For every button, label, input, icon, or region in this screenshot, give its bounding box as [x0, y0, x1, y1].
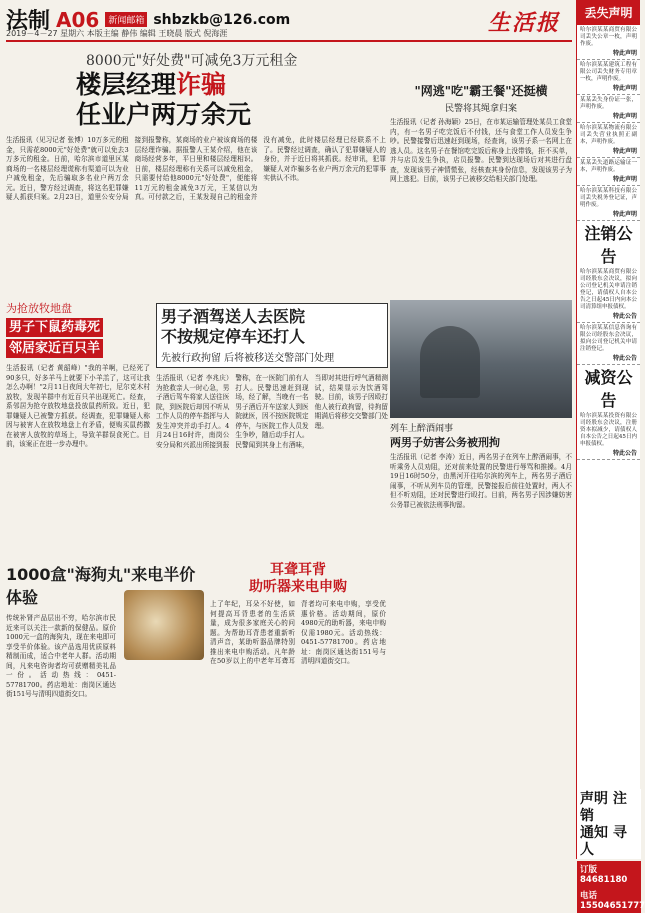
- story3-subtitle: 先被行政拘留 后将被移送交警部门处理: [161, 353, 335, 364]
- reduce-notice: [577, 411, 640, 460]
- lost-notice-label: 特此声明: [612, 148, 637, 155]
- cancel-notice-text: 哈尔滨某某信息咨询有限公司经股东会决议，拟向公司登记机关申请注销登记。: [580, 325, 637, 352]
- story4-subtitle: 民警将其绳拿归案: [444, 104, 517, 114]
- cancel-notice-text: 哈尔滨某某商贸有限公司经股东会决议，拟向公司登记机关申请注销登记，请债权人自本公告之日起45日内向本公司清算组申报债权。: [580, 269, 637, 310]
- ad2-headline-line1: 耳聋耳背: [270, 562, 326, 578]
- cancel-notice-item: [577, 323, 640, 365]
- story-fugitive-meal: [390, 82, 572, 653]
- lead-headline-line2: 任业户两万余元: [76, 100, 252, 129]
- lost-notice-header: 丢失声明: [577, 0, 640, 25]
- train-police-photo: [390, 300, 572, 418]
- ad-hearing-aid: [210, 562, 386, 860]
- lead-story: [6, 50, 386, 224]
- lost-notice-item: [577, 25, 640, 60]
- classifieds-sidebar: [576, 0, 645, 911]
- section-name: 法制: [6, 9, 51, 34]
- story2-headline-line1: 男子下鼠药毒死: [6, 318, 103, 337]
- lost-notice-label: 特此声明: [612, 85, 637, 92]
- lost-notice-item: [577, 95, 640, 123]
- lost-notice-list: [577, 25, 640, 221]
- lost-notice-item: [577, 123, 640, 158]
- ad1-body: 传统补肾产品层出不穷，哈尔滨市民近来可以关注一款新的保健品。原价1000元一盒的海狗丸，现在来电即可享受半价体验。该产品选用优质原料精制而成，适合中老年人群。活动期间，凡来电咨询者均可获赠精美礼品一份。活动热线：0451-57781700。药店地址：南岗区通达街151号与清明四道街交口。: [6, 614, 116, 698]
- story4b-headline-line2: 两男子妨害公务被刑拘: [390, 436, 500, 449]
- lead-kicker: 8000元"好处费"可减免3万元租金: [86, 53, 298, 69]
- cancel-notice-list: [577, 267, 640, 365]
- cancel-notice-label: 特此公告: [612, 355, 637, 362]
- story3-headline-line2: 不按规定停车还打人: [161, 327, 306, 346]
- newspaper-masthead: 生活报: [487, 10, 560, 36]
- ad1-headline: 1000盒"海狗丸"来电半价体验: [6, 565, 196, 607]
- story4b-body: 生活报讯（记者 李涛）近日，两名男子在列车上醉酒闹事，不听乘务人员劝阻，还对前来处置的民警进行辱骂和推搡。4月19日16时50分，由黑河开往哈尔滨的列车上，两名男子酒后闹事，不听从列车员的管理，民警接报后前往处置时，两人不但不听劝阻，还对民警进行殴打。目前，两名男子因涉嫌妨害公务罪已被依法刑事拘留。: [390, 453, 572, 509]
- ad-categories: 声明 注销 通知 寻人: [580, 791, 627, 858]
- story3-body: 生活报讯（记者 李兆庆）为抢救亲人一时心急，男子酒后驾车将家人送往医院，到医院后却因不听从工作人员的停车指挥与人发生冲突并动手打人。4月24日16时许，南岗公安分局和兴派出所接到报警称，在一医院门前有人打人。民警迅速赶到现场，经了解，当晚有一名男子酒后开车送家人到医院就医，因不按医院规定停车，与医院工作人员发生争吵，随后动手打人。民警闻到其身上有酒味，当即对其进行呼气酒精测试，结果显示为饮酒驾驶。目前，该男子因殴打他人被行政拘留，待拘留期满后将移交交警部门处理。: [156, 374, 388, 449]
- story2-headline-line2: 邻居家近百只羊: [6, 339, 103, 358]
- product-photo: [124, 590, 204, 660]
- order-phone-2: 电话 15504651777: [577, 887, 641, 913]
- story2-kicker: 为抢放牧地盘: [6, 302, 72, 315]
- lost-notice-text: 哈尔滨某某商贸有限公司丢失公章一枚，声明作废。: [580, 27, 637, 47]
- story-drunk-driving: [156, 303, 388, 599]
- page-code: A06: [56, 7, 100, 32]
- header-rule: [6, 40, 572, 42]
- ad2-headline-line2: 助听器来电申购: [249, 579, 347, 595]
- reduce-notice-title: 减资公告: [584, 368, 633, 410]
- lost-notice-item: [577, 158, 640, 186]
- lost-notice-label: 特此声明: [612, 211, 637, 218]
- lead-body: 生活报讯（见习记者 张博）10万多元的租金，只需花8000元"好处费"就可以免去3万多元的租金。日前，哈尔滨市道里区某商场的一名楼层经理谎称有渠道可以为业户减免租金，先后骗取多名业户两万余元。近日，警方经过调查，将这名犯罪嫌疑人抓获归案。2月23日，道里公安分局接到报警称，某商场的业户被该商场的楼层经理诈骗。据报警人王某介绍，他在该商场经营多年，平日里和楼层经理相识。日前，楼层经理称有关系可以减免租金，只需要付给他8000元"好处费"，便能将11万元的租金减免3万元，王某信以为真。可付款之后，王某发现自己的租金并没有减免，此时楼层经理已经联系不上了。民警经过调查，确认了犯罪嫌疑人的身份，并于近日将其抓获。经审讯，犯罪嫌疑人对诈骗多名业户两万余元的犯罪事实供认不讳。: [6, 136, 386, 201]
- order-box: [577, 789, 645, 911]
- reduce-notice-label: 特此公告: [612, 450, 637, 457]
- lead-headline-part: 楼层经理: [76, 70, 177, 99]
- lost-notice-text: 某某丢失身份证一张，声明作废。: [580, 97, 637, 110]
- lost-notice-label: 特此声明: [612, 113, 637, 120]
- cancel-notice-item: [577, 267, 640, 323]
- lost-notice-text: 哈尔滨某某建筑工程有限公司丢失财务专用章一枚，声明作废。: [580, 62, 637, 82]
- order-phone-1: 订版 84681180: [577, 861, 641, 887]
- ad2-body: 上了年纪，耳朵不好使，如何提高耳背患者的生活质量，成为很多家庭关心的问题。为帮助耳背患者重新听清声音，某助听器品牌特别推出来电申购活动。凡年龄在50岁以上的中老年耳聋耳背者均可来电申购，享受优惠价格。活动期间，原价4980元的助听器，来电申购仅需1980元。活动热线：0451-57781700。药店地址：南岗区通达街151号与清明四道街交口。: [210, 600, 386, 665]
- lost-notice-item: [577, 186, 640, 221]
- news-email-tag: 新闻邮箱: [105, 12, 147, 27]
- lead-headline-highlight: 诈骗: [176, 70, 227, 99]
- story4-headline: "网逃"吃"霸王餐"还挺横: [414, 84, 548, 98]
- issue-line: 2019－4－27 星期六 本版主编 静伟 编辑 王晓晨 版式 倪海涯: [6, 29, 228, 38]
- story3-headline-box: [156, 303, 388, 368]
- story2-body: 生活报讯（记者 黄韶峰）"我的羊啊，已经死了90多只，好多羊马上就要下小羊羔了，这可让我怎么办啊！"2月11日夜间大年初七，尼尔克木村放牧，发现羊群中有近百只羊出现死亡。经查，系邻居为抢夺放牧地盘投放鼠药所致。近日，犯罪嫌疑人已被警方抓获。经调查，犯罪嫌疑人称因与被害人在放牧地盘上有矛盾，便购买鼠药撒在被害人放牧的草场上，导致羊群误食死亡。目前，该案正在进一步办理中。: [6, 364, 150, 448]
- ad-seal-pill: [6, 562, 206, 824]
- lost-notice-text: 某某丢失道路运输证一本，声明作废。: [580, 160, 637, 173]
- story4-body: 生活报讯（记者 孙海颖）25日，在市某运输管理处某员工食堂内，有一名男子吃完饭后不付钱，还与食堂工作人员发生争吵。民警接警后迅速赶到现场，经查询，该男子系一名网上在逃人员。这名男子在餐馆吃完饭后称身上没带钱，拒不买单，并与店员发生争执，店员报警。民警到达现场后对其进行盘查，发现该男子神情慌张，经核查其身份信息，发现该男子为网上逃犯。目前，该男子已被移交给相关部门处理。: [390, 118, 572, 183]
- story4b-headline-line1: 列车上醉酒闹事: [390, 424, 454, 434]
- lost-notice-label: 特此声明: [612, 176, 637, 183]
- cancel-notice-title: 注销公告: [584, 224, 633, 266]
- lost-notice-label: 特此声明: [612, 50, 637, 57]
- lost-notice-text: 哈尔滨某某科技有限公司丢失税务登记证，声明作废。: [580, 188, 637, 208]
- lost-notice-item: [577, 60, 640, 95]
- lead-headline: [76, 70, 386, 130]
- cancel-notice-label: 特此公告: [612, 313, 637, 320]
- story3-headline-line1: 男子酒驾送人去医院: [161, 307, 306, 326]
- email-address: shbzkb@126.com: [153, 11, 291, 28]
- lost-notice-text: 哈尔滨某某物流有限公司丢失营业执照正副本，声明作废。: [580, 125, 637, 145]
- page-header: [0, 0, 574, 44]
- reduce-notice-text: 哈尔滨某某投资有限公司经股东会决议，注册资本拟减少，请债权人自本公告之日起45日内申报债权。: [580, 413, 637, 447]
